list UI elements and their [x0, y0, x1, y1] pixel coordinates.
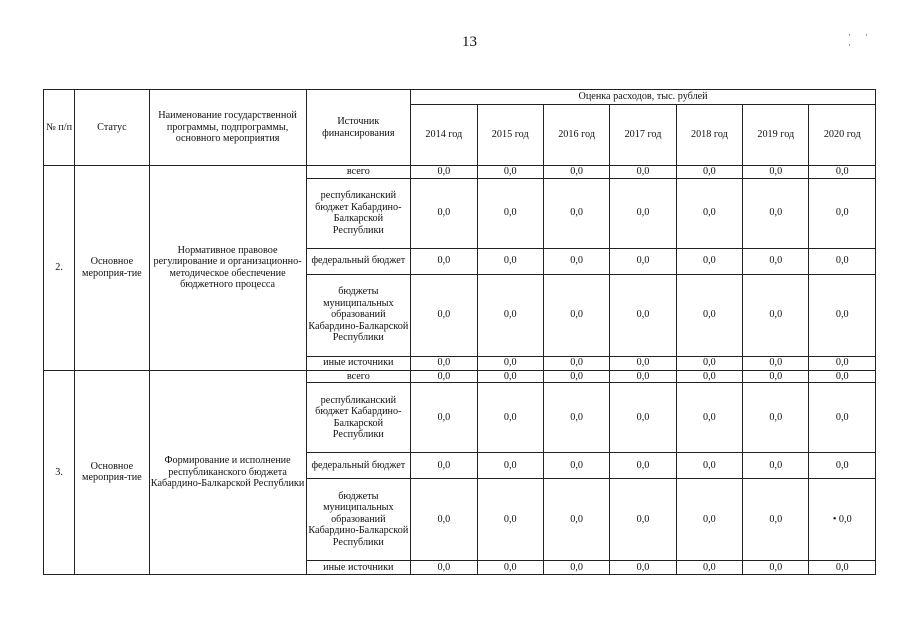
value-cell: 0,0 — [543, 453, 609, 479]
value-cell: 0,0 — [743, 561, 809, 575]
value-cell: 0,0 — [676, 370, 742, 383]
value-cell: 0,0 — [809, 356, 876, 370]
value-cell: 0,0 — [543, 383, 609, 453]
value-cell: 0,0 — [743, 453, 809, 479]
header-year: 2017 год — [610, 105, 676, 166]
value-cell: 0,0 — [809, 370, 876, 383]
header-estimate: Оценка расходов, тыс. рублей — [411, 90, 876, 105]
value-cell: 0,0 — [411, 561, 477, 575]
funding-source: федеральный бюджет — [306, 453, 411, 479]
value-cell: • 0,0 — [809, 479, 876, 561]
value-cell: 0,0 — [809, 453, 876, 479]
funding-source: иные источники — [306, 561, 411, 575]
value-cell: 0,0 — [477, 166, 543, 179]
group-name: Формирование и исполнение республиканского бюджета Кабардино-Балкарской Республики — [149, 370, 306, 575]
group-name: Нормативное правовое регулирование и организационно-методическое обеспечение бюджетного процесса — [149, 166, 306, 371]
value-cell: 0,0 — [477, 561, 543, 575]
value-cell: 0,0 — [743, 383, 809, 453]
value-cell: 0,0 — [477, 178, 543, 248]
value-cell: 0,0 — [610, 479, 676, 561]
header-name: Наименование государственной программы, подпрограммы, основного мероприятия — [149, 90, 306, 166]
value-cell: 0,0 — [477, 383, 543, 453]
value-cell: 0,0 — [809, 383, 876, 453]
value-cell: 0,0 — [477, 453, 543, 479]
value-cell: 0,0 — [411, 370, 477, 383]
value-cell: 0,0 — [411, 274, 477, 356]
funding-source: республиканский бюджет Кабардино-Балкарской Республики — [306, 383, 411, 453]
value-cell: 0,0 — [543, 561, 609, 575]
value-cell: 0,0 — [610, 561, 676, 575]
group-num: 3. — [44, 370, 75, 575]
header-num: № п/п — [44, 90, 75, 166]
value-cell: 0,0 — [743, 166, 809, 179]
value-cell: 0,0 — [743, 370, 809, 383]
header-year: 2015 год — [477, 105, 543, 166]
page-number: 13 — [462, 34, 477, 50]
value-cell: 0,0 — [809, 166, 876, 179]
value-cell: 0,0 — [477, 356, 543, 370]
value-cell: 0,0 — [610, 370, 676, 383]
header-year: 2016 год — [543, 105, 609, 166]
value-cell: 0,0 — [676, 178, 742, 248]
value-cell: 0,0 — [543, 248, 609, 274]
value-cell: 0,0 — [676, 166, 742, 179]
value-cell: 0,0 — [743, 248, 809, 274]
value-cell: 0,0 — [809, 248, 876, 274]
table-body — [44, 166, 876, 575]
header-status: Статус — [75, 90, 149, 166]
group-status: Основное мероприя-тие — [75, 166, 149, 371]
value-cell: 0,0 — [477, 479, 543, 561]
group-num: 2. — [44, 166, 75, 371]
value-cell: 0,0 — [676, 453, 742, 479]
value-cell: 0,0 — [543, 274, 609, 356]
funding-source: бюджеты муниципальных образований Кабардино-Балкарской Республики — [306, 274, 411, 356]
value-cell: 0,0 — [411, 248, 477, 274]
value-cell: 0,0 — [543, 166, 609, 179]
funding-source: федеральный бюджет — [306, 248, 411, 274]
value-cell: 0,0 — [676, 356, 742, 370]
value-cell: 0,0 — [610, 274, 676, 356]
value-cell: 0,0 — [743, 274, 809, 356]
value-cell: 0,0 — [676, 248, 742, 274]
table-row — [44, 166, 876, 179]
header-year: 2020 год — [809, 105, 876, 166]
funding-source: бюджеты муниципальных образований Кабардино-Балкарской Республики — [306, 479, 411, 561]
value-cell: 0,0 — [411, 178, 477, 248]
value-cell: 0,0 — [809, 178, 876, 248]
value-cell: 0,0 — [411, 166, 477, 179]
funding-source: иные источники — [306, 356, 411, 370]
funding-source: республиканский бюджет Кабардино-Балкарской Республики — [306, 178, 411, 248]
scan-specks: ·· · — [848, 30, 882, 50]
value-cell: 0,0 — [610, 248, 676, 274]
value-cell: 0,0 — [743, 178, 809, 248]
funding-source: всего — [306, 370, 411, 383]
value-cell: 0,0 — [676, 561, 742, 575]
budget-table — [43, 89, 876, 575]
value-cell: 0,0 — [411, 356, 477, 370]
value-cell: 0,0 — [411, 479, 477, 561]
header-year: 2018 год — [676, 105, 742, 166]
value-cell: 0,0 — [543, 479, 609, 561]
value-cell: 0,0 — [809, 561, 876, 575]
funding-source: всего — [306, 166, 411, 179]
value-cell: 0,0 — [477, 248, 543, 274]
value-cell: 0,0 — [610, 383, 676, 453]
value-cell: 0,0 — [743, 479, 809, 561]
header-source: Источник финансирования — [306, 90, 411, 166]
value-cell: 0,0 — [477, 274, 543, 356]
value-cell: 0,0 — [477, 370, 543, 383]
value-cell: 0,0 — [610, 178, 676, 248]
value-cell: 0,0 — [610, 453, 676, 479]
value-cell: 0,0 — [809, 274, 876, 356]
header-year: 2014 год — [411, 105, 477, 166]
value-cell: 0,0 — [610, 166, 676, 179]
value-cell: 0,0 — [743, 356, 809, 370]
group-status: Основное мероприя-тие — [75, 370, 149, 575]
value-cell: 0,0 — [411, 383, 477, 453]
value-cell: 0,0 — [676, 383, 742, 453]
value-cell: 0,0 — [610, 356, 676, 370]
value-cell: 0,0 — [676, 479, 742, 561]
value-cell: 0,0 — [543, 178, 609, 248]
value-cell: 0,0 — [543, 356, 609, 370]
value-cell: 0,0 — [676, 274, 742, 356]
value-cell: 0,0 — [411, 453, 477, 479]
value-cell: 0,0 — [543, 370, 609, 383]
header-year: 2019 год — [743, 105, 809, 166]
table-row — [44, 370, 876, 383]
